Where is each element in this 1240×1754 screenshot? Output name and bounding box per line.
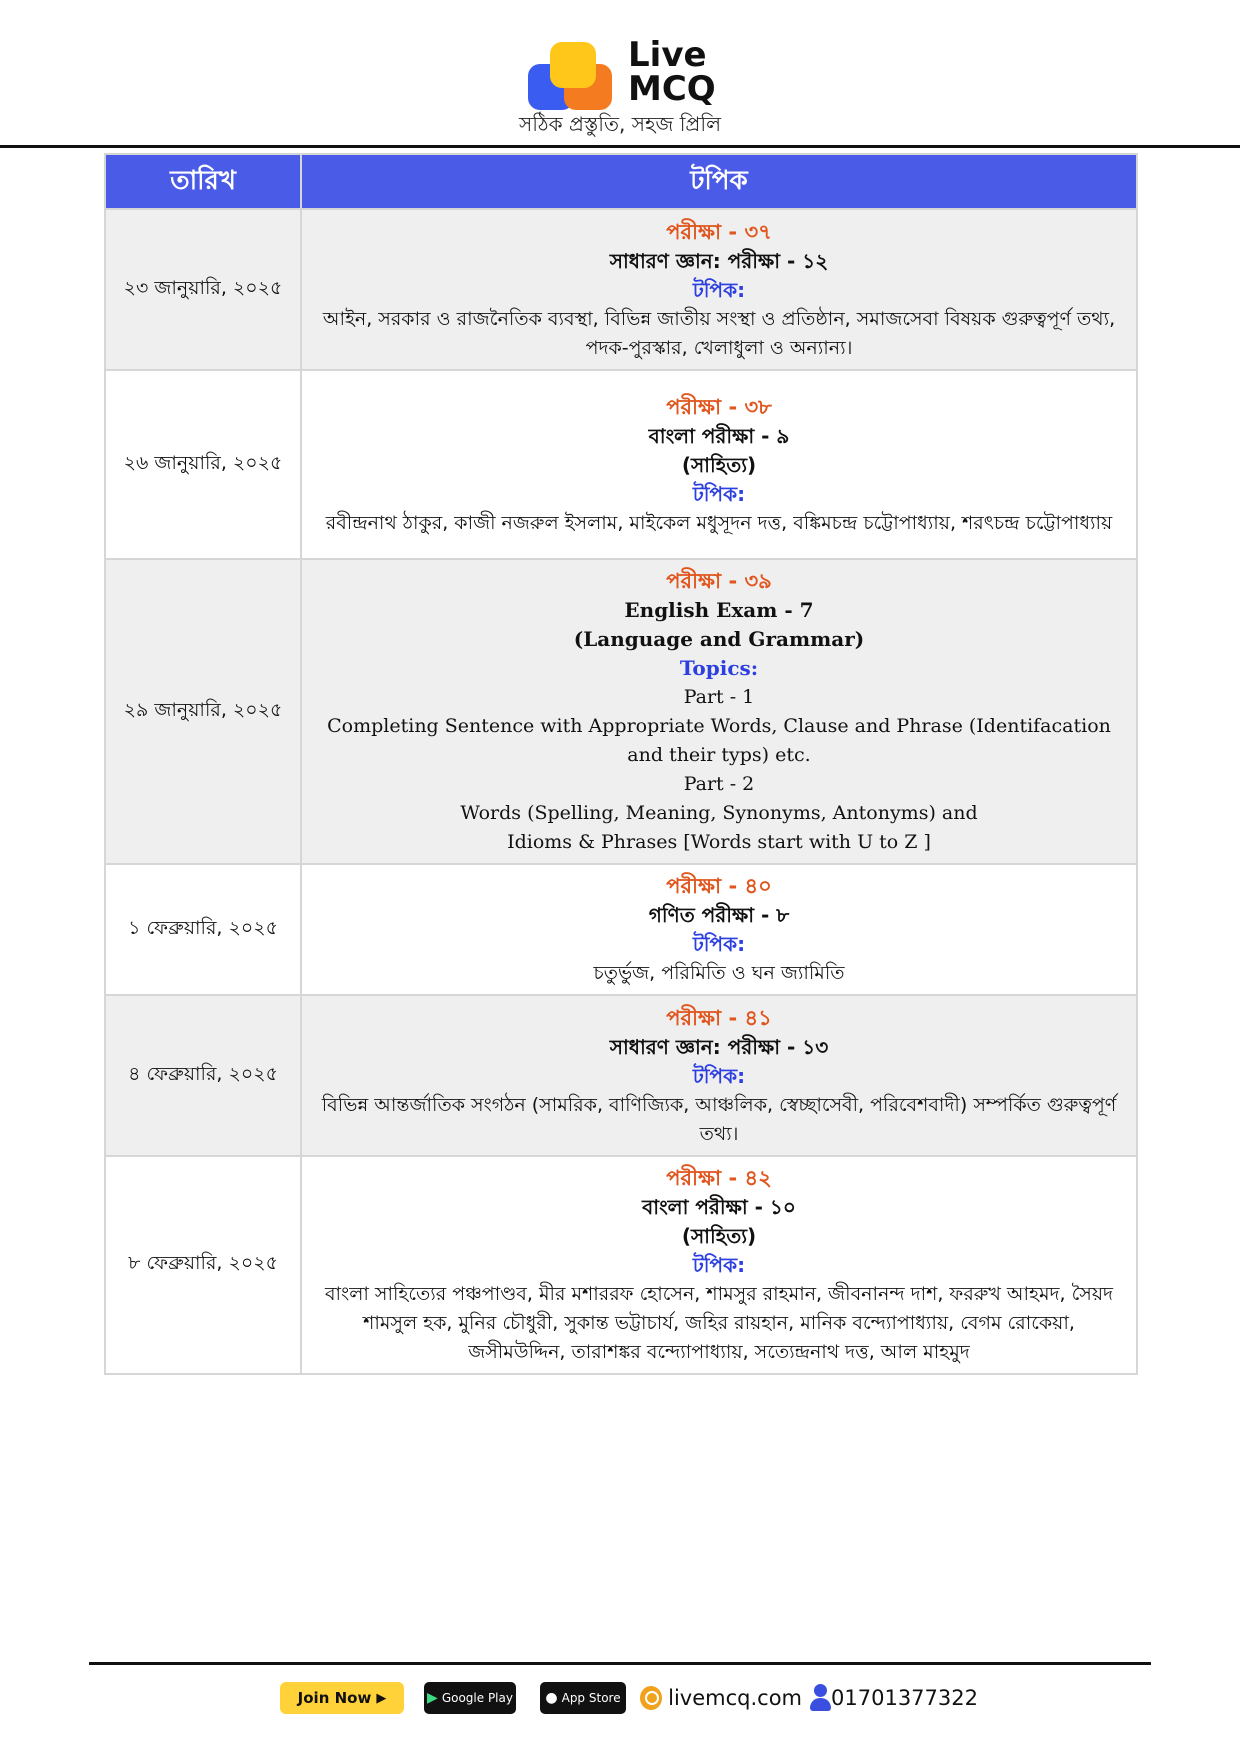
table-row (105, 1156, 1137, 1374)
topic-description: বাংলা সাহিত্যের পঞ্চপাণ্ডব, মীর মশাররফ হোসেন, শামসুর রাহমান, জীবনানন্দ দাশ, ফররুখ আহমদ, সৈয়দ শামসুল হক, মুনির চৌধুরী, সুকান্ত ভট্টাচার্য, জহির রায়হান, মানিক বন্দ্যোপাধ্যায়, বেগম রোকেয়া, জসীমউদ্দিন, তারাশঙ্কর বন্দ্যোপাধ্যায়, সত্যেন্দ্রনাথ দত্ত, আল মাহমুদ (324, 1283, 1114, 1363)
page-header (0, 35, 1240, 138)
exam-subtitle: (সাহিত্য) (681, 1224, 757, 1248)
topic-description: বিভিন্ন আন্তর্জাতিক সংগঠন (সামরিক, বাণিজ্যিক, আঞ্চলিক, স্বেচ্ছাসেবী, পরিবেশবাদী) সম্পর্কিত গুরুত্বপূর্ণ তথ্য। (321, 1093, 1117, 1145)
google-play-label: Google Play (441, 1691, 513, 1705)
exam-subject: বাংলা পরীক্ষা - ৯ (648, 423, 790, 448)
table-header-row (105, 154, 1137, 209)
topic-cell (301, 864, 1137, 995)
exam-subtitle: (সাহিত্য) (681, 452, 757, 477)
table-row (105, 995, 1137, 1156)
topic-description: আইন, সরকার ও রাজনৈতিক ব্যবস্থা, বিভিন্ন জাতীয় সংস্থা ও প্রতিষ্ঠান, সমাজসেবা বিষয়ক গুরুত্বপূর্ণ তথ্য, পদক-পুরস্কার, খেলাধুলা ও অন্যান্য। (322, 307, 1116, 359)
exam-subtitle: (Language and Grammar) (573, 627, 865, 651)
topic-cell (301, 995, 1137, 1156)
table-row (105, 864, 1137, 995)
part-label: Part - 1 (683, 686, 755, 708)
exam-subject: সাধারণ জ্ঞান: পরীক্ষা - ১৩ (609, 1034, 829, 1059)
table-row (105, 370, 1137, 559)
date-cell: ২৯ জানুয়ারি, ২০২৫ (105, 559, 301, 864)
google-play-icon: ▶ (427, 1690, 438, 1706)
topic-cell (301, 370, 1137, 559)
google-play-button[interactable] (424, 1682, 516, 1714)
brand-name: Live MCQ (628, 35, 716, 109)
topic-cell (301, 209, 1137, 370)
join-now-button[interactable] (280, 1682, 404, 1714)
phone-contact[interactable] (808, 1682, 978, 1714)
topics-label: Topics: (679, 656, 759, 680)
website-link[interactable] (640, 1682, 802, 1714)
exam-number: পরীক্ষা - ৪০ (666, 874, 772, 898)
topic-description: Words (Spelling, Meaning, Synonyms, Antonyms) and (460, 802, 978, 824)
app-store-label: App Store (561, 1691, 621, 1705)
topics-label: টপিক: (692, 1063, 746, 1088)
exam-schedule-table (104, 153, 1138, 1375)
person-icon (808, 1684, 825, 1712)
app-store-button[interactable] (540, 1682, 626, 1714)
topics-label: টপিক: (692, 481, 746, 506)
date-cell: ১ ফেব্রুয়ারি, ২০২৫ (105, 864, 301, 995)
livemcq-logo-icon (528, 42, 614, 112)
exam-subject: গণিত পরীক্ষা - ৮ (648, 903, 790, 927)
date-cell: ৮ ফেব্রুয়ারি, ২০২৫ (105, 1156, 301, 1374)
table-row (105, 559, 1137, 864)
phone-number: 01701377322 (831, 1686, 978, 1710)
table-row (105, 209, 1137, 370)
topic-description: Completing Sentence with Appropriate Words, Clause and Phrase (Identifacation and their typs) etc. (327, 715, 1111, 766)
footer-divider (89, 1662, 1151, 1665)
topics-label: টপিক: (692, 277, 746, 302)
topic-description: চতুর্ভুজ, পরিমিতি ও ঘন জ্যামিতি (593, 962, 845, 984)
topics-label: টপিক: (692, 1253, 746, 1277)
globe-icon (640, 1686, 662, 1710)
exam-number: পরীক্ষা - ৩৯ (666, 569, 772, 593)
part-label: Part - 2 (683, 773, 755, 795)
exam-number: পরীক্ষা - ৪১ (666, 1005, 772, 1030)
topic-cell (301, 1156, 1137, 1374)
topics-label: টপিক: (692, 932, 746, 956)
exam-number: পরীক্ষা - ৩৮ (666, 394, 772, 419)
topic-column-header: টপিক (301, 154, 1137, 209)
play-triangle-icon: ▶ (376, 1690, 387, 1706)
date-cell: ২৩ জানুয়ারি, ২০২৫ (105, 209, 301, 370)
topic-description: Idioms & Phrases [Words start with U to Z ] (507, 831, 931, 853)
date-column-header: তারিখ (105, 154, 301, 209)
page-footer (0, 1682, 1240, 1718)
exam-number: পরীক্ষা - ৪২ (666, 1166, 772, 1190)
apple-icon: ● (545, 1690, 558, 1706)
join-now-label: Join Now (297, 1689, 372, 1707)
date-cell: ২৬ জানুয়ারি, ২০২৫ (105, 370, 301, 559)
brand-tagline: সঠিক প্রস্তুতি, সহজ প্রিলি (519, 112, 721, 136)
exam-subject: সাধারণ জ্ঞান: পরীক্ষা - ১২ (609, 248, 829, 273)
exam-subject: English Exam - 7 (624, 598, 814, 622)
exam-number: পরীক্ষা - ৩৭ (666, 219, 772, 244)
header-divider (0, 145, 1240, 148)
date-cell: ৪ ফেব্রুয়ারি, ২০২৫ (105, 995, 301, 1156)
topic-cell (301, 559, 1137, 864)
website-text: livemcq.com (668, 1686, 802, 1710)
topic-description: রবীন্দ্রনাথ ঠাকুর, কাজী নজরুল ইসলাম, মাইকেল মধুসূদন দত্ত, বঙ্কিমচন্দ্র চট্টোপাধ্যায়, শরৎচন্দ্র চট্টোপাধ্যায় (325, 511, 1113, 534)
exam-subject: বাংলা পরীক্ষা - ১০ (642, 1195, 796, 1219)
